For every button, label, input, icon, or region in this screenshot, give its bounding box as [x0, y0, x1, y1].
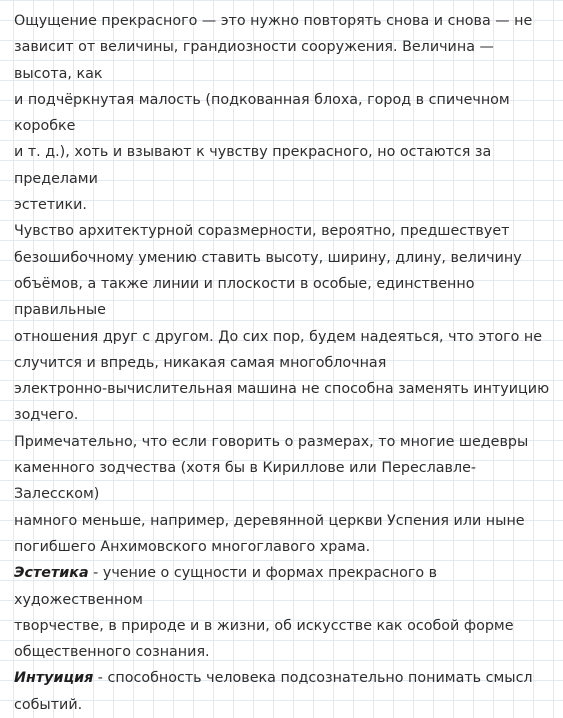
- text-line: Примечательно, что если говорить о размерах, то многие шедевры: [14, 433, 529, 450]
- text-line: и подчёркнутая малость (подкованная блоха, город в спичечном коробке: [14, 91, 510, 135]
- text-line: эстетики.: [14, 197, 87, 214]
- text-line: Ощущение прекрасного — это нужно повторять снова и снова — не: [14, 13, 533, 29]
- text-line: - учение о сущности и формах прекрасного в художественном: [14, 565, 438, 608]
- text-line: общественного сознания.: [14, 644, 210, 661]
- text-line: и т. д.), хоть и взывают к чувству прекрасного, но остаются за пределами: [14, 144, 492, 187]
- text-line: намного меньше, например, деревянной церкви Успения или ныне: [14, 512, 525, 529]
- paragraph-architectural-proportion: [14, 218, 554, 428]
- text-line: творчестве, в природе и в жизни, об искусстве как особой форме: [14, 617, 514, 634]
- text-line: отношения друг с другом. До сих пор, будем надеяться, что этого не: [14, 328, 543, 345]
- text-line: погибшего Анхимовского многоглавого храма.: [14, 538, 371, 555]
- text-line: каменного зодчества (хотя бы в Кириллове или Переславле-Залесском): [14, 460, 477, 503]
- definition-term: Интуиция: [14, 670, 94, 687]
- text-line: случится и впредь, никакая самая многоблочная: [14, 354, 387, 371]
- text-line: безошибочному умению ставить высоту, ширину, длину, величину: [14, 249, 522, 266]
- text-line: Чувство архитектурной соразмерности, вероятно, предшествует: [14, 223, 510, 240]
- text-line: событий.: [14, 696, 83, 713]
- text-line: зодчего.: [14, 407, 79, 424]
- definition-intuition: [14, 665, 554, 718]
- paragraph-size-and-beauty: [14, 8, 554, 218]
- definition-aesthetics: [14, 560, 554, 665]
- text-line: - способность человека подсознательно понимать смысл: [93, 670, 533, 687]
- definition-term: Эстетика: [14, 565, 89, 582]
- paragraph-masterpiece-sizes: [14, 429, 554, 560]
- text-line: объёмов, а также линии и плоскости в особые, единственно правильные: [14, 275, 475, 319]
- text-line: зависит от величины, грандиозности сооружения. Величина — высота, как: [14, 39, 494, 82]
- text-line: электронно-вычислительная машина не способна заменять интуицию: [14, 381, 550, 398]
